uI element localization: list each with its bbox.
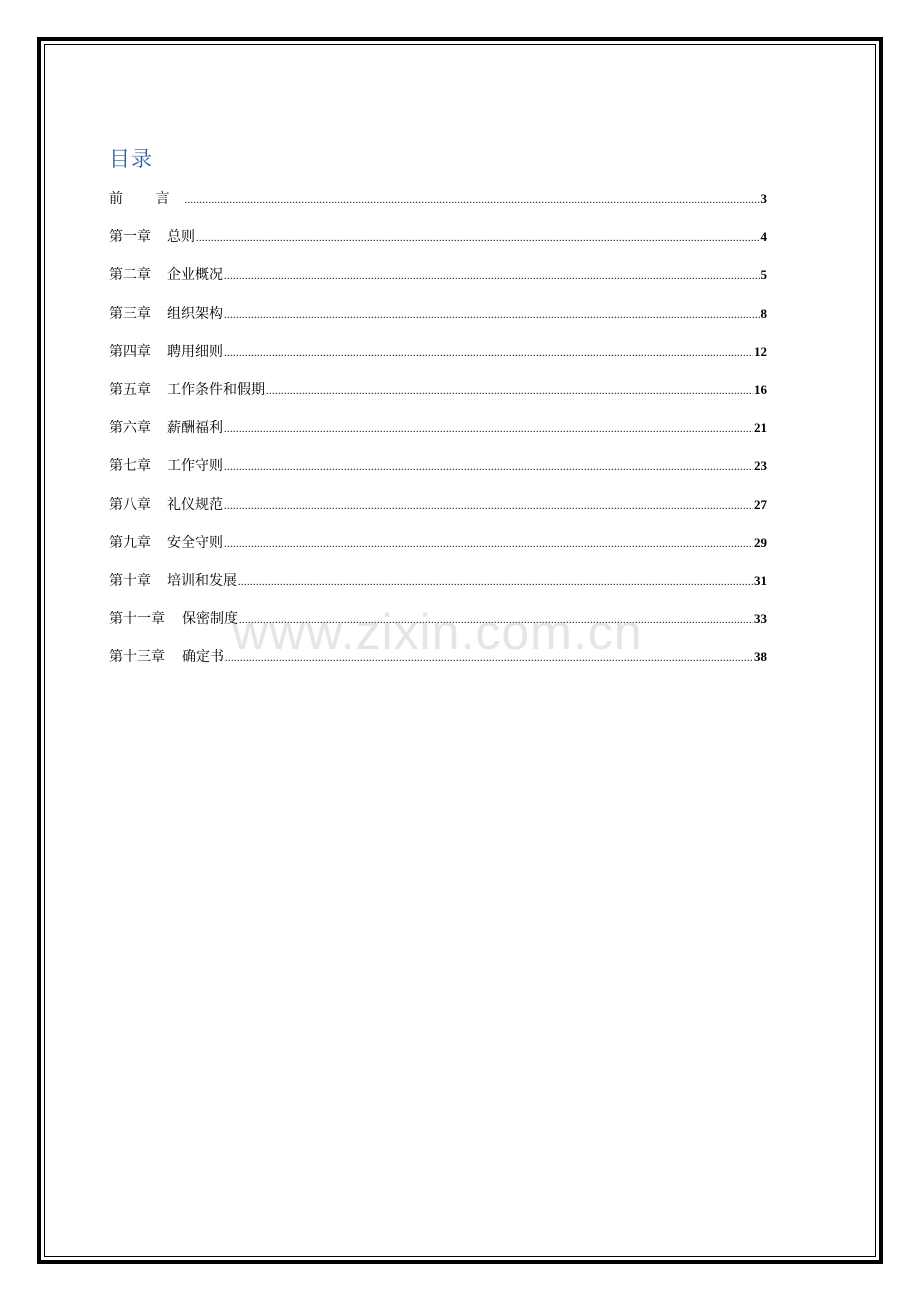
toc-leader-dots bbox=[224, 501, 753, 512]
toc-entry-chapter-5[interactable] bbox=[109, 379, 767, 417]
toc-entry-chapter-9[interactable] bbox=[109, 532, 767, 570]
toc-chapter-name: 礼仪规范 bbox=[167, 496, 223, 513]
toc-chapter-name: 总则 bbox=[167, 229, 195, 246]
toc-leader-dots bbox=[224, 539, 753, 550]
toc-chapter-name: 安全守则 bbox=[167, 534, 223, 551]
watermark: www.zixin.com.cn bbox=[232, 604, 643, 660]
toc-leader-dots bbox=[224, 348, 753, 359]
toc-page-number: 5 bbox=[760, 267, 767, 283]
toc-leader-dots bbox=[224, 424, 753, 435]
toc-leader-dots bbox=[239, 615, 753, 626]
toc-entry-chapter-2[interactable] bbox=[109, 264, 767, 302]
toc-leader-dots bbox=[224, 310, 760, 321]
toc-chapter-name: 薪酬福利 bbox=[167, 420, 223, 437]
toc-chapter-label: 第八章 bbox=[109, 496, 151, 513]
toc-page-number: 3 bbox=[760, 191, 767, 206]
toc-entry-chapter-1[interactable] bbox=[109, 226, 767, 264]
toc-chapter-name: 聘用细则 bbox=[167, 343, 223, 360]
toc-page-number: 4 bbox=[760, 229, 767, 245]
toc-chapter-label: 第七章 bbox=[109, 458, 151, 475]
toc-entry-chapter-3[interactable] bbox=[109, 303, 767, 341]
toc-leader-dots bbox=[224, 462, 753, 473]
toc-chapter-label: 第六章 bbox=[109, 420, 151, 437]
toc-leader-dots bbox=[196, 233, 760, 244]
toc-chapter-label: 第十章 bbox=[109, 572, 151, 589]
toc-page-number: 29 bbox=[754, 534, 767, 550]
toc-page-number: 31 bbox=[754, 572, 767, 588]
toc-chapter-name: 培训和发展 bbox=[167, 572, 237, 589]
toc-chapter-name: 确定书 bbox=[182, 649, 224, 666]
toc-chapter-label: 前 言 bbox=[109, 191, 184, 207]
toc-page-number: 27 bbox=[754, 496, 767, 512]
toc-chapter-name: 工作条件和假期 bbox=[167, 381, 265, 398]
toc-entry-chapter-13[interactable] bbox=[109, 646, 767, 684]
toc-page-number: 21 bbox=[754, 420, 767, 436]
toc-chapter-label: 第十一章 bbox=[109, 611, 165, 628]
toc-entry-chapter-11[interactable] bbox=[109, 608, 767, 646]
toc-chapter-name: 保密制度 bbox=[182, 611, 238, 628]
toc-page-number: 16 bbox=[754, 381, 767, 397]
toc-leader-dots bbox=[184, 195, 759, 206]
toc-chapter-label: 第一章 bbox=[109, 229, 151, 246]
toc-page-number: 12 bbox=[754, 343, 767, 359]
toc-chapter-label: 第九章 bbox=[109, 534, 151, 551]
toc-entry-chapter-10[interactable] bbox=[109, 570, 767, 608]
toc-title: 目录 bbox=[109, 147, 153, 171]
toc-chapter-label: 第四章 bbox=[109, 343, 151, 360]
toc-page-number: 38 bbox=[754, 649, 767, 665]
toc-chapter-label: 第十三章 bbox=[109, 649, 165, 666]
toc-chapter-name: 企业概况 bbox=[167, 267, 223, 284]
toc-page-number: 23 bbox=[754, 458, 767, 474]
toc-list bbox=[109, 188, 767, 684]
toc-chapter-name: 工作守则 bbox=[167, 458, 223, 475]
toc-entry-preface[interactable] bbox=[109, 188, 767, 226]
toc-leader-dots bbox=[266, 386, 753, 397]
toc-chapter-label: 第二章 bbox=[109, 267, 151, 284]
toc-page-number: 8 bbox=[760, 305, 767, 321]
toc-entry-chapter-4[interactable] bbox=[109, 341, 767, 379]
toc-entry-chapter-8[interactable] bbox=[109, 494, 767, 532]
toc-leader-dots bbox=[238, 577, 753, 588]
toc-chapter-label: 第三章 bbox=[109, 305, 151, 322]
toc-entry-chapter-7[interactable] bbox=[109, 455, 767, 493]
toc-page-number: 33 bbox=[754, 611, 767, 627]
toc-leader-dots bbox=[224, 271, 760, 282]
toc-entry-chapter-6[interactable] bbox=[109, 417, 767, 455]
toc-leader-dots bbox=[225, 653, 753, 664]
toc-chapter-label: 第五章 bbox=[109, 381, 151, 398]
toc-chapter-name: 组织架构 bbox=[167, 305, 223, 322]
